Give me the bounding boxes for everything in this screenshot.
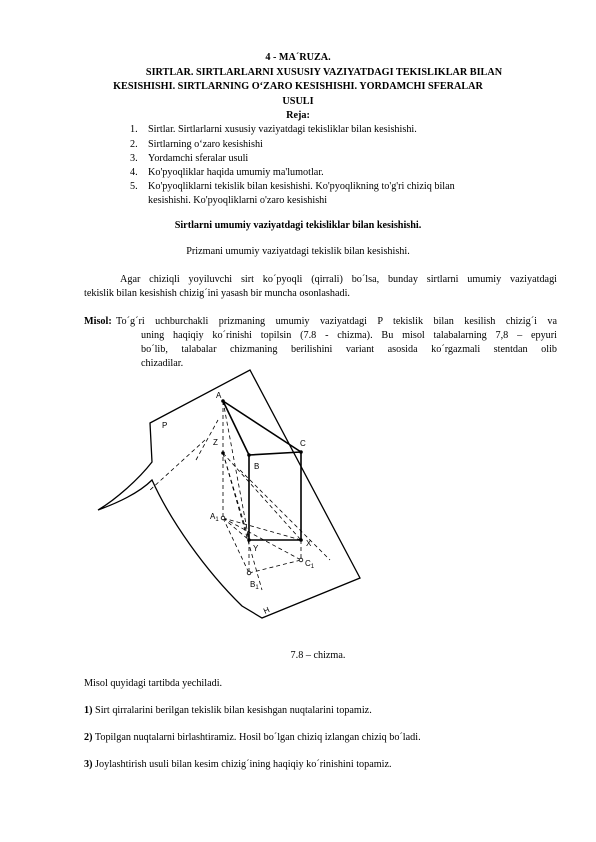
plan-item-number: 4.	[130, 167, 138, 178]
label-a1-subscript: 1	[215, 517, 219, 523]
label-a1	[210, 512, 219, 523]
label-z: Z	[213, 438, 218, 447]
solution-step	[84, 705, 372, 717]
plane-p-outline	[98, 370, 360, 618]
label-c1	[305, 559, 315, 570]
label-b1	[250, 580, 259, 591]
plan-item: Ko'pyoqliklar haqida umumiy ma'lumotlar.	[148, 167, 324, 178]
label-a: A	[216, 391, 222, 400]
label-p: P	[162, 421, 168, 430]
example-line-3: bo´lib, talabalar chizmaning berilishini variant asosida ko´rgazmali stentdan olib	[141, 344, 557, 355]
label-h: H	[262, 605, 272, 616]
step-text: Joylashtirish usuli bilan kesim chizig´ining haqiqiy ko´rinishini topamiz.	[92, 759, 392, 770]
step-number: 2)	[84, 732, 93, 743]
intro-line-2: tekislik bilan kesishish chizig´ini yasash bir muncha osonlashadi.	[84, 288, 350, 299]
label-b1-letter: B	[250, 580, 256, 589]
construction-lines	[150, 401, 330, 590]
example-line-4: chizadilar.	[141, 358, 184, 369]
lecture-number: 4 - MA´RUZA.	[265, 52, 331, 63]
label-a1-letter: A	[210, 512, 216, 521]
label-c1-letter: C	[305, 559, 311, 568]
title-line-2: KESISHISHI. SIRTLARNING O‘ZARO KESISHISHI. YORDAMCHI SFERALAR	[113, 81, 483, 92]
plan-item: Sirtlar. Sirtlarlarni xususiy vaziyatdagi tekisliklar bilan kesishishi.	[148, 124, 417, 135]
example-label: Misol:	[84, 316, 112, 327]
title-line-1: SIRTLAR. SIRTLARLARNI XUSUSIY VAZIYATDAGI TEKISLIKLAR BILAN	[145, 67, 503, 78]
plan-item: Ko'pyoqliklarni tekislik bilan kesishishi. Ko'pyoqlikning to'g'ri chiziq bilan	[148, 181, 455, 192]
solution-step	[84, 732, 421, 744]
label-y: Y	[253, 544, 259, 553]
step-text: Sirt qirralarini berilgan tekislik bilan kesishgan nuqtalarini topamiz.	[92, 705, 372, 716]
title-line-3: USULI	[282, 96, 314, 107]
prism-edges	[223, 401, 301, 540]
subheading: Prizmani umumiy vaziyatdagi tekislik bilan kesishishi.	[186, 246, 410, 257]
plan-item: Sirtlarning o‘zaro kesishishi	[148, 139, 263, 150]
solution-intro: Misol quyidagi tartibda yechiladi.	[84, 678, 223, 689]
label-c: C	[300, 439, 306, 448]
prism-plane-figure	[70, 358, 410, 638]
plan-item-number: 3.	[130, 153, 138, 164]
plan-item-number: 5.	[130, 181, 138, 192]
step-number: 3)	[84, 759, 93, 770]
step-text: Topilgan nuqtalarni birlashtiramiz. Hosil bo´lgan chiziq izlangan chiziq bo´ladi.	[92, 732, 421, 743]
label-b: B	[254, 462, 260, 471]
plan-item-number: 2.	[130, 139, 138, 150]
plan-item-number: 1.	[130, 124, 138, 135]
plan-item-continued: kesishishi. Ko'pyoqliklarni o'zaro kesishishi	[148, 195, 328, 206]
label-x: X	[306, 539, 312, 548]
example-line-2: uning haqiqiy ko´rinishi topilsin (7.8 - chizma). Bu misol talabalarning 7,8 – epyuri	[141, 330, 557, 341]
step-number: 1)	[84, 705, 93, 716]
plan-label: Reja:	[286, 110, 310, 121]
figure-caption: 7.8 – chizma.	[290, 650, 346, 661]
label-c1-subscript: 1	[310, 564, 315, 570]
section-heading: Sirtlarni umumiy vaziyatdagi tekisliklar bilan kesishishi.	[174, 220, 422, 231]
label-b1-subscript: 1	[255, 585, 259, 591]
plan-item: Yordamchi sferalar usuli	[148, 153, 249, 164]
intro-line-1: Agar chiziqli yoyiluvchi sirt ko´pyoqli (qirrali) bo´lsa, bunday sirtlarni umumiy vaziyatdagi	[120, 274, 557, 285]
example-line-1: To´g´ri uchburchakli prizmaning umumiy vaziyatdagi P tekislik bilan kesilish chizig´i va	[116, 316, 557, 327]
solution-step	[84, 759, 392, 771]
